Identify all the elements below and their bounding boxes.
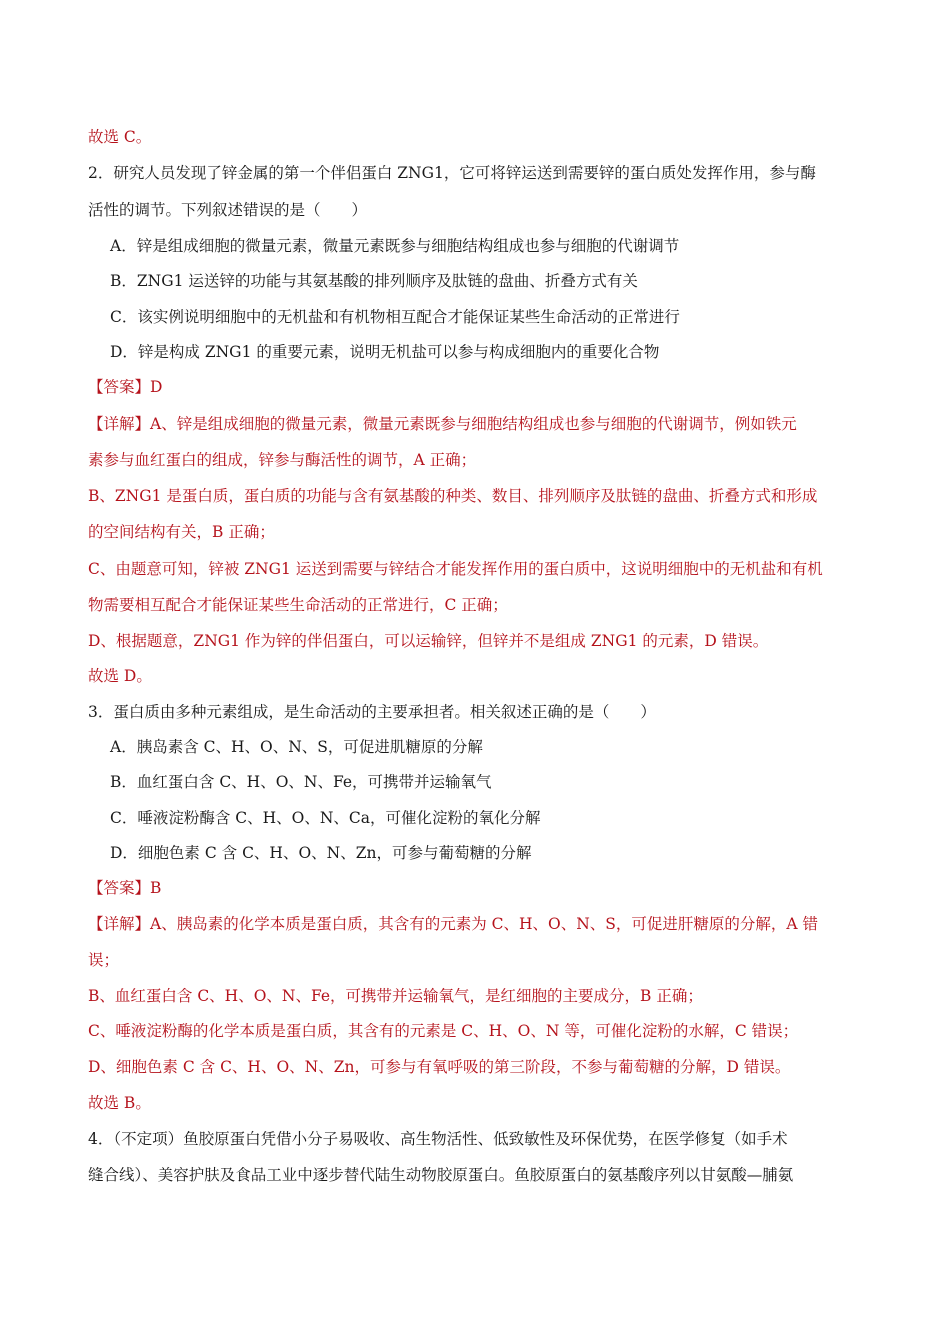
- q2-answer: 【答案】D: [88, 378, 163, 396]
- q2-explanation-line6: 物需要相互配合才能保证某些生命活动的正常进行，C 正确；: [88, 596, 508, 614]
- q3-option-d: D．细胞色素 C 含 C、H、O、N、Zn，可参与葡萄糖的分解: [110, 844, 532, 862]
- q4-stem-line2: 缝合线）、美容护肤及食品工业中逐步替代陆生动物胶原蛋白。鱼胶原蛋白的氨基酸序列以甘氨酸—脯氨: [88, 1166, 794, 1184]
- q3-answer: 【答案】B: [88, 879, 162, 897]
- q3-conclusion: 故选 B。: [88, 1094, 151, 1112]
- q2-conclusion: 故选 D。: [88, 667, 152, 685]
- q3-option-b: B．血红蛋白含 C、H、O、N、Fe，可携带并运输氧气: [110, 773, 492, 791]
- q2-option-a: A．锌是组成细胞的微量元素，微量元素既参与细胞结构组成也参与细胞的代谢调节: [110, 237, 680, 255]
- q3-explanation-line4: C、唾液淀粉酶的化学本质是蛋白质，其含有的元素是 C、H、O、N 等，可催化淀粉的水解，C 错误；: [88, 1022, 799, 1040]
- q3-option-c: C．唾液淀粉酶含 C、H、O、N、Ca，可催化淀粉的氧化分解: [110, 809, 541, 827]
- q3-explanation-line1: 【详解】A、胰岛素的化学本质是蛋白质，其含有的元素为 C、H、O、N、S，可促进肝糖原的分解，A 错: [88, 915, 819, 933]
- q2-option-c: C．该实例说明细胞中的无机盐和有机物相互配合才能保证某些生命活动的正常进行: [110, 308, 680, 326]
- q2-stem-line1: 2．研究人员发现了锌金属的第一个伴侣蛋白 ZNG1，它可将锌运送到需要锌的蛋白质处发挥作用，参与酶: [88, 164, 816, 182]
- q3-option-a: A．胰岛素含 C、H、O、N、S，可促进肌糖原的分解: [110, 738, 483, 756]
- q3-explanation-line5: D、细胞色素 C 含 C、H、O、N、Zn，可参与有氧呼吸的第三阶段，不参与葡萄糖的分解，D 错误。: [88, 1058, 791, 1076]
- q2-explanation-line7: D、根据题意，ZNG1 作为锌的伴侣蛋白，可以运输锌，但锌并不是组成 ZNG1 的元素，D 错误。: [88, 632, 769, 650]
- q2-explanation-line4: 的空间结构有关，B 正确；: [88, 523, 275, 541]
- q2-explanation-line3: B、ZNG1 是蛋白质，蛋白质的功能与含有氨基酸的种类、数目、排列顺序及肽链的盘曲、折叠方式和形成: [88, 487, 818, 505]
- q2-stem-line2: 活性的调节。下列叙述错误的是（ ）: [88, 201, 368, 219]
- q1-conclusion: 故选 C。: [88, 128, 152, 146]
- q2-explanation-line5: C、由题意可知，锌被 ZNG1 运送到需要与锌结合才能发挥作用的蛋白质中，这说明细胞中的无机盐和有机: [88, 560, 823, 578]
- q2-explanation-line2: 素参与血红蛋白的组成，锌参与酶活性的调节，A 正确；: [88, 451, 477, 469]
- q3-stem: 3．蛋白质由多种元素组成，是生命活动的主要承担者。相关叙述正确的是（ ）: [88, 703, 656, 721]
- q2-explanation-line1: 【详解】A、锌是组成细胞的微量元素，微量元素既参与细胞结构组成也参与细胞的代谢调节，例如铁元: [88, 415, 797, 433]
- q3-explanation-line3: B、血红蛋白含 C、H、O、N、Fe，可携带并运输氧气，是红细胞的主要成分，B 正确；: [88, 987, 703, 1005]
- q4-stem-line1: 4．（不定项）鱼胶原蛋白凭借小分子易吸收、高生物活性、低致敏性及环保优势，在医学修复（如手术: [88, 1130, 788, 1148]
- q2-option-b: B．ZNG1 运送锌的功能与其氨基酸的排列顺序及肽链的盘曲、折叠方式有关: [110, 272, 638, 290]
- q3-explanation-line2: 误；: [88, 951, 120, 969]
- q2-option-d: D．锌是构成 ZNG1 的重要元素，说明无机盐可以参与构成细胞内的重要化合物: [110, 343, 660, 361]
